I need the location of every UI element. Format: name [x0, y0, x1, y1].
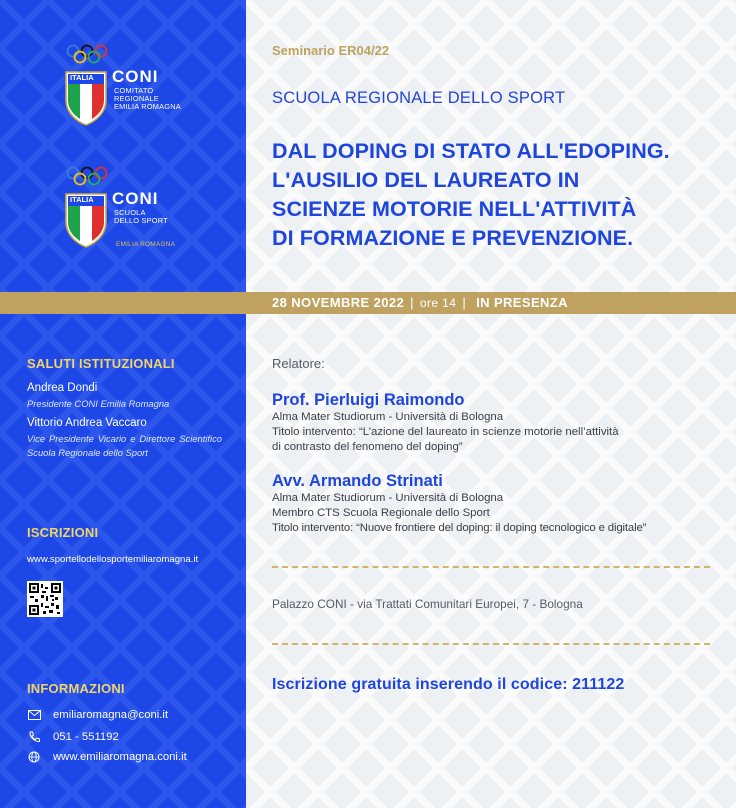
person-role: Presidente CONI Emilia Romagna — [27, 398, 170, 409]
title-line: DAL DOPING DI STATO ALL'EDOPING. — [272, 139, 670, 163]
email-text: emiliaromagna@coni.it — [53, 709, 169, 721]
logo-sub-line: REGIONALE — [114, 94, 159, 103]
logo-brand: CONI — [112, 189, 159, 208]
speaker-name: Prof. Pierluigi Raimondo — [272, 391, 465, 409]
logo-region: EMILIA ROMAGNA — [116, 241, 176, 248]
registration-code: Iscrizione gratuita inserendo il codice: 211122 — [272, 676, 625, 693]
phone-text: 051 - 551192 — [53, 731, 119, 743]
registration-url-link[interactable]: www.sportellodellosportemiliaromagna.it — [27, 554, 199, 565]
school-name: SCUOLA REGIONALE DELLO SPORT — [272, 89, 566, 107]
coni-regional-logo — [64, 44, 224, 134]
olympic-rings-icon — [66, 166, 110, 186]
date-band-text — [272, 295, 568, 310]
band-separator: | — [410, 295, 414, 310]
speaker-line: Alma Mater Studiorum - Università di Bologna — [272, 492, 504, 504]
divider — [272, 566, 710, 568]
logo-sub-line: EMILIA ROMAGNA — [114, 102, 181, 111]
shield-label: ITALIA — [70, 73, 94, 82]
mail-icon — [27, 709, 41, 721]
iscrizioni-heading: ISCRIZIONI — [27, 525, 99, 540]
coni-school-logo — [64, 166, 224, 256]
phone-icon — [27, 731, 41, 743]
shield-label: ITALIA — [70, 195, 94, 204]
divider — [272, 643, 710, 645]
informazioni-heading: INFORMAZIONI — [27, 681, 125, 696]
logo-brand: CONI — [112, 67, 159, 86]
speaker-line: Membro CTS Scuola Regionale dello Sport — [272, 507, 490, 519]
person-name: Vittorio Andrea Vaccaro — [27, 417, 147, 429]
website-text: www.emiliaromagna.coni.it — [53, 751, 187, 763]
seminar-code: Seminario ER04/22 — [272, 43, 390, 58]
olympic-rings-icon — [66, 44, 110, 64]
left-panel — [0, 0, 246, 808]
title-line: L'AUSILIO DEL LAUREATO IN — [272, 168, 580, 192]
band-separator: | — [462, 295, 467, 310]
globe-icon — [27, 751, 41, 763]
event-mode: IN PRESENZA — [476, 295, 568, 310]
title-line: DI FORMAZIONE E PREVENZIONE. — [272, 226, 634, 250]
person-role: Vice Presidente Vicario e Direttore Scientifico Scuola Regionale dello Sport — [27, 433, 222, 458]
event-time: ore 14 — [419, 296, 457, 310]
person-name: Andrea Dondi — [27, 382, 98, 394]
logo-sub-line: DELLO SPORT — [114, 216, 168, 225]
venue: Palazzo CONI - via Trattati Comunitari Europei, 7 - Bologna — [272, 597, 583, 611]
qr-code-icon[interactable] — [27, 581, 63, 617]
event-date: 28 NOVEMBRE 2022 — [272, 295, 405, 310]
speaker-name: Avv. Armando Strinati — [272, 472, 443, 490]
logo-sub-line: SCUOLA — [114, 208, 146, 217]
speaker-line: di contrasto del fenomeno del doping” — [272, 441, 463, 453]
speaker-line: Titolo intervento: “L’azione del laureato in scienze motorie nell’attività — [272, 426, 619, 438]
speaker-line: Titolo intervento: “Nuove frontiere del doping: il doping tecnologico e digitale” — [272, 522, 647, 534]
logo-sub-line: COMITATO — [114, 86, 154, 95]
email-contact[interactable] — [27, 709, 168, 721]
speaker-line: Alma Mater Studiorum - Università di Bologna — [272, 411, 504, 423]
relatore-label: Relatore: — [272, 356, 325, 371]
website-contact[interactable] — [27, 751, 187, 763]
saluti-heading: SALUTI ISTITUZIONALI — [27, 356, 175, 371]
title-line: SCIENZE MOTORIE NELL'ATTIVITÀ — [272, 197, 637, 221]
phone-contact[interactable] — [27, 731, 119, 743]
